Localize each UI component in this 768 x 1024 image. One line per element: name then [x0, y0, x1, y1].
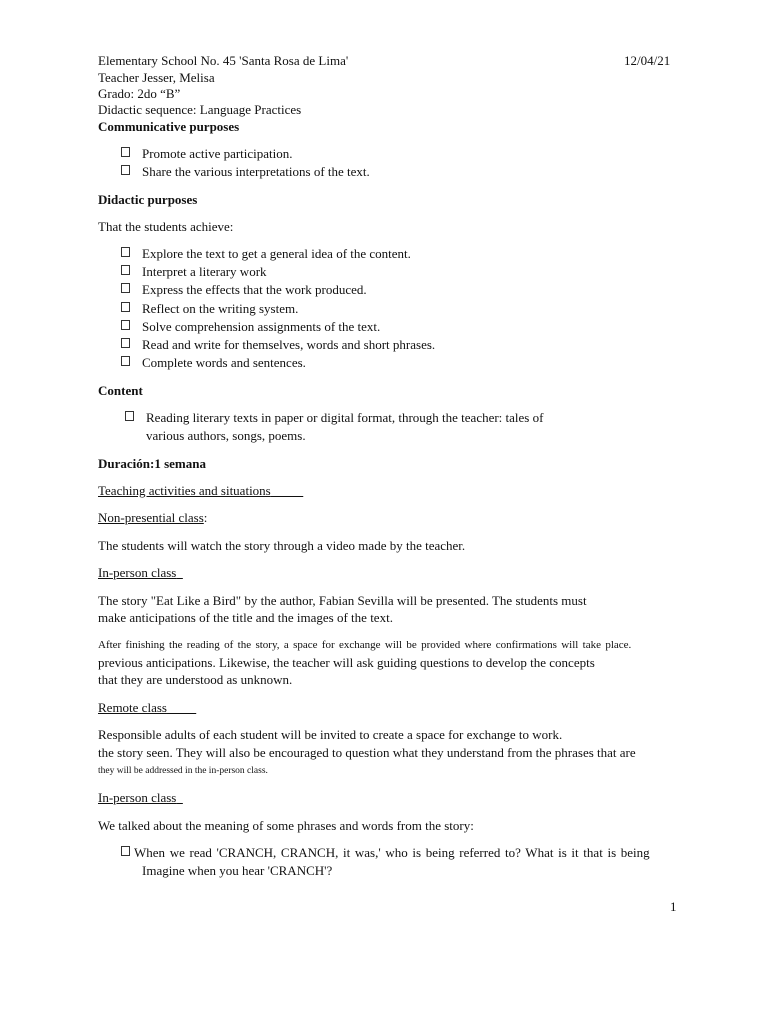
bullet-icon: [121, 338, 130, 348]
nonpresential-text: The students will watch the story through a video made by the teacher.: [98, 538, 466, 553]
bullet-icon: [121, 356, 130, 366]
activities-heading: [98, 483, 303, 499]
school-name: Elementary School No. 45 'Santa Rosa de Lima': [98, 53, 349, 68]
bullet-icon: [121, 320, 130, 330]
bullet-icon: [121, 302, 130, 312]
teacher-name: Teacher Jesser, Melisa: [98, 70, 215, 85]
question-line-2: Imagine when you hear 'CRANCH'?: [142, 863, 333, 878]
grade-label: Grado: 2do “B”: [98, 86, 181, 101]
content-title: Content: [98, 383, 143, 398]
list-item: Interpret a literary work: [142, 264, 267, 279]
inperson-line-2: make anticipations of the title and the images of the text.: [98, 610, 393, 625]
bullet-icon: [121, 247, 130, 257]
bullet-icon: [121, 846, 130, 856]
nonpresential-heading: Non-presential class:: [98, 510, 208, 525]
inperson-line-5: that they are understood as unknown.: [98, 672, 293, 687]
list-item: Share the various interpretations of the text.: [142, 164, 370, 179]
list-item: Express the effects that the work produced.: [142, 282, 367, 297]
list-item: Complete words and sentences.: [142, 355, 306, 370]
remote-label: Remote class: [98, 700, 167, 715]
bullet-icon: [121, 265, 130, 275]
sequence-label: Didactic sequence: Language Practices: [98, 102, 302, 117]
remote-line-3: they will be addressed in the in-person class.: [98, 766, 268, 776]
nonpresential-label: Non-presential class: [98, 510, 204, 525]
didactic-intro: That the students achieve:: [98, 219, 234, 234]
activities-heading-text: Teaching activities and situations: [98, 483, 271, 498]
remote-heading: [98, 700, 196, 716]
inperson-line-1: The story "Eat Like a Bird" by the author, Fabian Sevilla will be presented. The students must: [98, 593, 587, 608]
remote-line-2: the story seen. They will also be encouraged to question what they understand from the phrases that are: [98, 745, 636, 760]
inperson-heading-2: [98, 790, 183, 806]
list-item: Reflect on the writing system.: [142, 301, 299, 316]
inperson-line-4: previous anticipations. Likewise, the teacher will ask guiding questions to develop the concepts: [98, 655, 595, 670]
list-item: Solve comprehension assignments of the text.: [142, 319, 381, 334]
list-item: Read and write for themselves, words and short phrases.: [142, 337, 436, 352]
duration-label: Duración:1 semana: [98, 456, 206, 471]
document-date: 12/04/21: [624, 53, 671, 68]
bullet-icon: [121, 147, 130, 157]
inperson-heading-1: [98, 565, 183, 581]
content-line-2: various authors, songs, poems.: [146, 428, 306, 443]
communicative-title: Communicative purposes: [98, 119, 240, 134]
bullet-icon: [121, 165, 130, 175]
content-line-1: Reading literary texts in paper or digital format, through the teacher: tales of: [146, 410, 544, 425]
question-line-1: When we read 'CRANCH, CRANCH, it was,' who is being referred to? What is it that is being: [134, 845, 650, 860]
didactic-title: Didactic purposes: [98, 192, 198, 207]
bullet-icon: [121, 283, 130, 293]
inperson-intro-2: We talked about the meaning of some phrases and words from the story:: [98, 818, 474, 833]
list-item: Promote active participation.: [142, 146, 293, 161]
list-item: Explore the text to get a general idea of the content.: [142, 246, 411, 261]
bullet-icon: [125, 411, 134, 421]
inperson-line-3: After finishing the reading of the story, a space for exchange will be provided where confirmations will take place.: [98, 639, 632, 651]
inperson-label-2: In-person class: [98, 790, 177, 805]
remote-line-1: Responsible adults of each student will be invited to create a space for exchange to work.: [98, 727, 563, 742]
inperson-label-1: In-person class: [98, 565, 177, 580]
page-number: 1: [670, 899, 677, 914]
